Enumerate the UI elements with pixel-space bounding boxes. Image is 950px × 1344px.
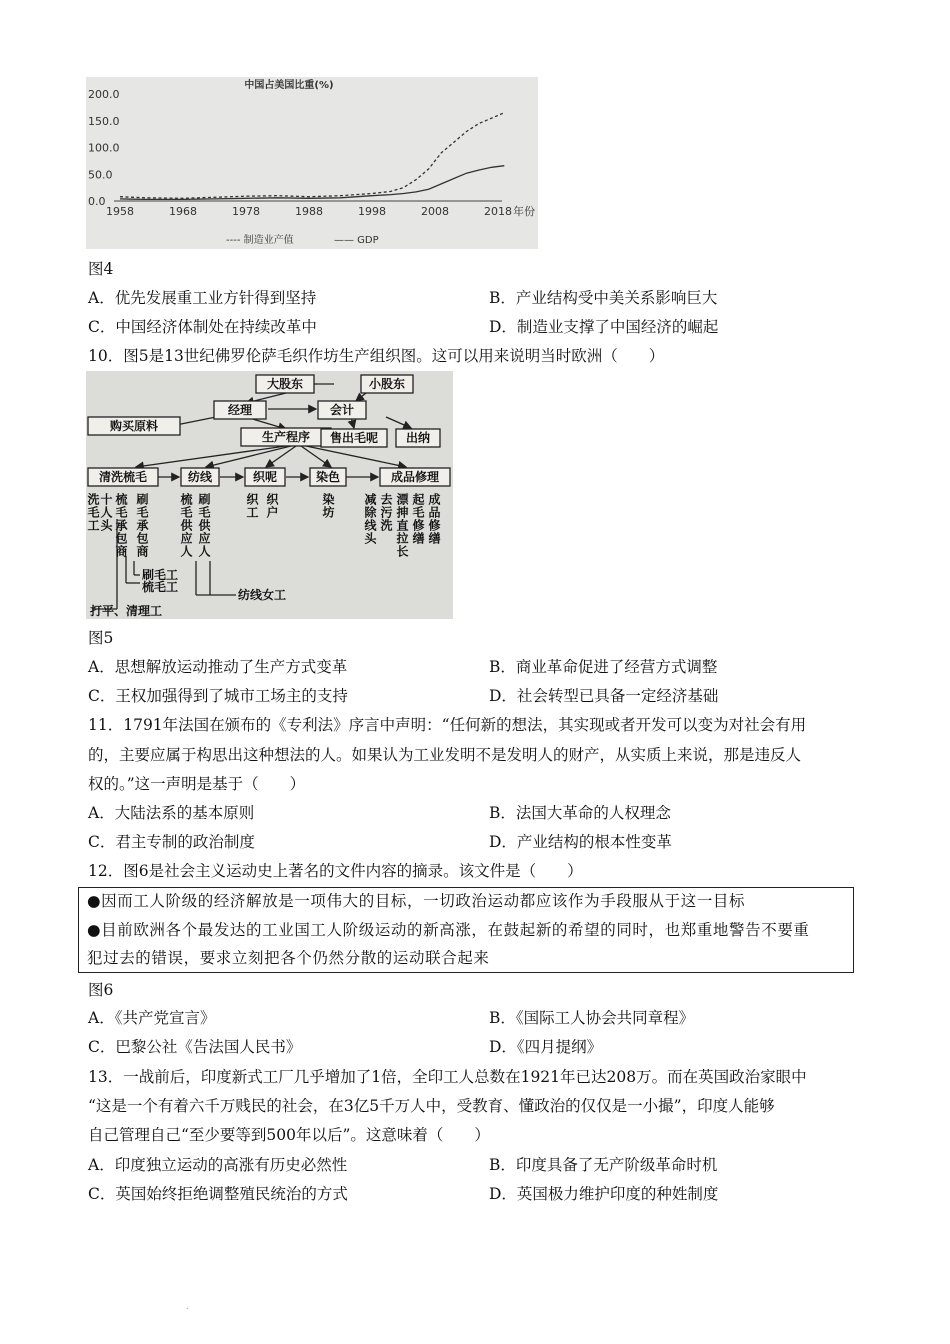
quote-line-2: ●目前欧洲各个最发达的工业国工人阶级运动的新高涨，在鼓起新的希望的同时，也郑重地警告不要重 (87, 921, 810, 939)
q13-option-a[interactable]: A．印度独立运动的高涨有历史必然性 (88, 1156, 348, 1174)
q10-option-b[interactable]: B．商业革命促进了经营方式调整 (489, 658, 718, 676)
stage-weaving: 织呢 (252, 470, 278, 484)
box-major-shareholder: 大股东 (266, 377, 304, 391)
stage-spinning: 纺线 (187, 470, 213, 484)
figure-4-caption: 图4 (88, 260, 114, 278)
figure-5-caption: 图5 (88, 629, 114, 647)
worker-comb-supplier: 梳毛供应人 (179, 493, 193, 558)
q10-stem: 10．图5是13世纪佛罗伦萨毛织作坊生产组织图。这可以用来说明当时欧洲（ ） (88, 347, 665, 365)
box-production-process: 生产程序 (261, 430, 311, 444)
worker-weaver-household: 织户 (265, 493, 279, 519)
figure-6-quote-box (78, 887, 854, 973)
q9-option-a[interactable]: A．优先发展重工业方针得到坚持 (88, 289, 317, 307)
y-tick-label: 150.0 (88, 114, 120, 128)
q12-option-d[interactable]: D．《四月提纲》 (489, 1038, 603, 1056)
q13-stem-line-1: 13．一战前后，印度新式工厂几乎增加了1倍，全印工人总数在1921年已达208万。而在英国政治家眼中 (88, 1068, 807, 1086)
footer-mark: . (186, 1302, 189, 1311)
q10-option-d[interactable]: D．社会转型已具备一定经济基础 (489, 687, 719, 705)
q11-stem-line-1: 11．1791年法国在颁布的《专利法》序言中声明：“任何新的想法，其实现或者开发可以变为对社会有用 (88, 716, 807, 734)
q11-option-b[interactable]: B．法国大革命的人权理念 (489, 804, 671, 822)
worker-ten-head: 十人头 (99, 493, 113, 532)
figure-6-caption: 图6 (88, 981, 114, 999)
box-cashier: 出纳 (405, 431, 431, 445)
x-tick-label: 2008 (421, 205, 449, 218)
box-minor-shareholder: 小股东 (368, 377, 406, 391)
x-tick-label: 1968 (169, 205, 197, 218)
box-sell-cloth: 售出毛呢 (329, 431, 379, 445)
box-buy-materials: 购买原料 (109, 419, 159, 433)
y-tick-label: 200.0 (88, 88, 120, 101)
box-manager: 经理 (227, 403, 253, 417)
quote-line-3: 犯过去的错误，要求立刻把各个仍然分散的运动联合起来 (87, 949, 490, 967)
y-tick-label: 50.0 (88, 168, 113, 182)
q11-option-c[interactable]: C．君主专制的政治制度 (88, 833, 255, 851)
figure-4-chart (86, 77, 538, 249)
q12-option-a[interactable]: A．《共产党宣言》 (88, 1009, 216, 1027)
box-accountant: 会计 (329, 403, 355, 417)
x-axis-label: 年份 (513, 205, 535, 218)
q13-option-c[interactable]: C．英国始终拒绝调整殖民统治的方式 (88, 1185, 348, 1203)
stage-dyeing: 染色 (315, 470, 341, 484)
stage-finishing: 成品修理 (390, 470, 440, 484)
quote-line-1: ●因而工人阶级的经济解放是一项伟大的目标，一切政治运动都应该作为手段服从于这一目标 (87, 892, 746, 910)
worker-wool-washer: 洗毛工 (86, 493, 100, 532)
q11-stem-line-3: 权的。”这一声明是基于（ ） (88, 775, 306, 793)
sub-flatten-clean-worker: 打平、清理工 (90, 604, 163, 618)
worker-brush-contractor: 刷毛承包商 (135, 493, 149, 558)
q13-stem-line-3: 自己管理自己“至少要等到500年以后”。这意味着（ ） (88, 1126, 490, 1144)
q12-stem: 12．图6是社会主义运动史上著名的文件内容的摘录。该文件是（ ） (88, 862, 583, 880)
q11-option-a[interactable]: A．大陆法系的基本原则 (88, 804, 255, 822)
worker-decontaminate: 去污洗 (379, 493, 393, 532)
worker-product-repair: 成品修缮 (427, 493, 441, 545)
sub-brush-worker: 刷毛工 (142, 568, 179, 582)
x-tick-label: 1998 (358, 205, 386, 218)
q13-option-b[interactable]: B．印度具备了无产阶级革命时机 (489, 1156, 718, 1174)
q13-stem-line-2: “这是一个有着六千万贱民的社会，在3亿5千万人中，受教育、懂政治的仅仅是一小撮”，印度人能够 (88, 1097, 775, 1115)
y-tick-label: 0.0 (88, 195, 106, 208)
figure-5-diagram (86, 371, 453, 619)
y-tick-label: 100.0 (88, 141, 120, 155)
chart-svg (86, 77, 538, 249)
q10-option-a[interactable]: A．思想解放运动推动了生产方式变革 (88, 658, 348, 676)
q13-option-d[interactable]: D．英国极力维护印度的种姓制度 (489, 1185, 719, 1203)
series-line-manufacturing (120, 113, 504, 199)
worker-stretch: 漂抻直拉长 (395, 493, 409, 558)
q11-option-d[interactable]: D．产业结构的根本性变革 (489, 833, 672, 851)
q11-stem-line-2: 的，主要应属于构思出这种想法的人。如果认为工业发明不是发明人的财产，从实质上来说，那是违反人 (88, 746, 802, 764)
x-tick-label: 1978 (232, 205, 260, 218)
q9-option-c[interactable]: C．中国经济体制处在持续改革中 (88, 318, 317, 336)
q9-option-b[interactable]: B．产业结构受中美关系影响巨大 (489, 289, 718, 307)
series-line-gdp (120, 166, 504, 200)
q12-option-b[interactable]: B．《国际工人协会共同章程》 (489, 1009, 695, 1027)
worker-weaver: 织工 (245, 493, 259, 519)
q9-option-d[interactable]: D．制造业支撑了中国经济的崛起 (489, 318, 719, 336)
org-diagram-svg (86, 371, 453, 619)
chart-title: 中国占美国比重(%) (244, 80, 334, 91)
worker-nap-repair: 起毛修缮 (411, 493, 425, 545)
legend-manufacturing: ---- 制造业产值 (226, 235, 294, 246)
worker-dye-house: 染坊 (321, 493, 335, 519)
x-tick-label: 2018 (484, 205, 512, 218)
worker-comb-contractor: 梳毛承包商 (114, 493, 128, 558)
legend-gdp: —— GDP (334, 235, 379, 246)
q12-option-c[interactable]: C．巴黎公社《告法国人民书》 (88, 1038, 302, 1056)
x-tick-label: 1988 (295, 205, 323, 218)
x-tick-label: 1958 (106, 205, 134, 218)
sub-comb-worker: 梳毛工 (142, 580, 179, 594)
worker-brush-supplier: 刷毛供应人 (197, 493, 211, 558)
sub-spinning-woman: 纺线女工 (238, 588, 287, 602)
worker-trim-threads: 减除线头 (363, 493, 377, 545)
stage-wash-comb: 清洗梳毛 (98, 470, 148, 484)
q10-option-c[interactable]: C．王权加强得到了城市工场主的支持 (88, 687, 348, 705)
